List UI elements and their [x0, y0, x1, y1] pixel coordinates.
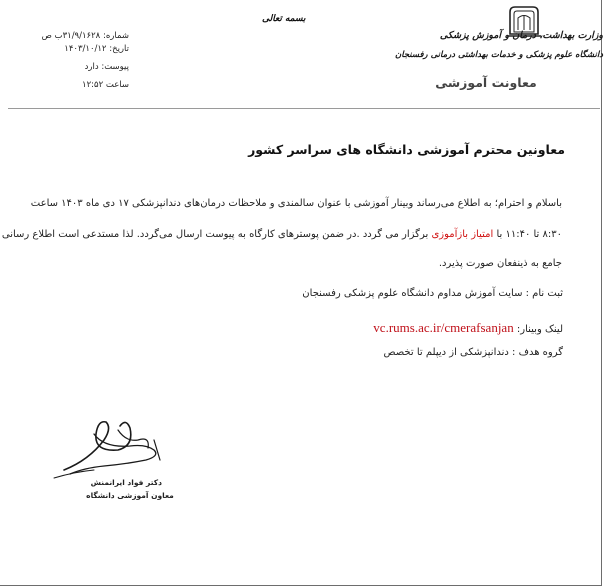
recipient-heading: معاونین محترم آموزشی دانشگاه های سراسر کشور: [248, 142, 565, 157]
letter-date: تاریخ: ۱۴۰۳/۱۰/۱۲: [64, 44, 129, 54]
letter-number: شماره: ۳۱/۹/۱۶۲۸ب ص: [41, 31, 129, 41]
registration-line: ثبت نام : سایت آموزش مداوم دانشگاه علوم پزشکی رفسنجان: [302, 288, 563, 299]
handwritten-signature: [34, 400, 184, 480]
university-name: دانشگاه علوم پزشکی و خدمات بهداشتی درمانی رفسنجان: [394, 50, 603, 60]
ministry-name: وزارت بهداشت، درمان و آموزش پزشکی: [439, 30, 603, 41]
body-line-1: باسلام و احترام؛ به اطلاع می‌رساند وبینار آموزشی با عنوان سالمندی و ملاحظات درمان‌های دندانپزشکی ۱۷ دی ماه ۱۴۰۳ ساعت: [30, 198, 562, 209]
basmala: بسمه تعالی: [262, 14, 306, 24]
body-line-2: [1, 229, 562, 240]
signer-name: دکتر فواد ایرانمنش: [90, 478, 162, 487]
deputy-title: معاونت آموزشی: [435, 75, 537, 90]
body-line-2-end: برگزار می گردد .در ضمن پوسترهای کارگاه به پیوست ارسال می‌گردد. لذا مستدعی است اطلاع رسانی: [1, 229, 432, 240]
signer-title: معاون آموزشی دانشگاه: [86, 491, 174, 500]
target-group-line: گروه هدف : دندانپزشکی از دیپلم تا تخصص: [383, 347, 563, 358]
webinar-line: [373, 320, 563, 336]
header-divider: [8, 108, 600, 109]
body-line-2-start: ۸:۳۰ تا ۱۱:۴۰ با: [493, 229, 562, 240]
letter-time: ساعت ۱۲:۵۲: [82, 80, 129, 90]
webinar-link[interactable]: vc.rums.ac.ir/cmerafsanjan: [373, 320, 514, 335]
letter-attachment: پیوست: دارد: [84, 62, 129, 72]
body-line-3: جامع به ذینفعان صورت پذیرد.: [438, 258, 562, 269]
retraining-credit-highlight: امتیاز بازآموزی: [431, 229, 494, 240]
webinar-label: لینک وبینار:: [516, 324, 563, 335]
